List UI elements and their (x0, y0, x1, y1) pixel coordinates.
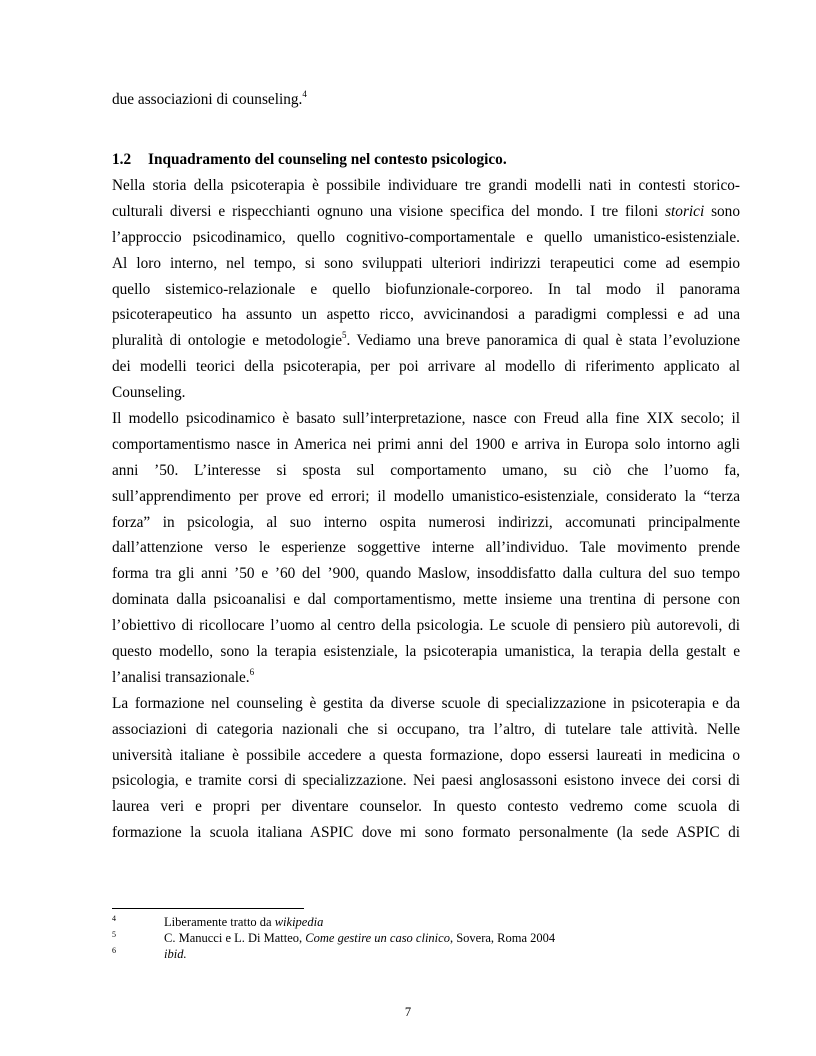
text-run: Liberamente tratto da (164, 915, 275, 929)
text-line (112, 820, 740, 846)
intro-text: due associazioni di counseling. (112, 91, 303, 108)
footnote-separator (112, 908, 304, 909)
text-line (112, 510, 740, 536)
text-run: psicologia, e tramite corsi di specializzazione. Nei paesi anglosassoni esistono invece dei corsi di (112, 772, 740, 790)
text-run: Al loro interno, nel tempo, si sono sviluppati ulteriori indirizzi terapeutici come ad esempio (112, 254, 740, 272)
text-run: forma tra gli anni ’50 e ’60 del ’900, quando Maslow, insoddisfatto dalla cultura del suo tempo (112, 565, 740, 583)
footnote-number: 4 (112, 914, 116, 923)
text-run: C. Manucci e L. Di Matteo, (164, 931, 306, 945)
italic-text: ibid. (164, 947, 187, 961)
text-line (112, 561, 740, 587)
text-line (112, 535, 740, 561)
text-line (112, 328, 740, 354)
page-number: 7 (404, 1005, 412, 1019)
text-run: comportamentismo nasce in America nei primi anni del 1900 e arriva in Europa solo intorno agli (112, 435, 740, 453)
italic-text: Come gestire un caso clinico (305, 931, 450, 945)
text-line (112, 587, 740, 613)
footnote-number: 5 (112, 930, 116, 939)
text-line (112, 406, 740, 432)
section-number: 1.2 (112, 151, 132, 168)
footnote (112, 946, 732, 962)
text-run: laurea veri e propri per diventare counselor. In questo contesto vedremo come scuola di (112, 798, 740, 816)
text-line (112, 251, 740, 277)
text-line (112, 173, 740, 199)
text-run: anni ’50. L’interesse si sposta sul comportamento umano, su ciò che l’uomo fa, (112, 461, 740, 479)
text-run: psicoterapeutico ha assunto un aspetto ricco, avvicinandosi a paradigmi complessi e ad una (112, 306, 740, 324)
text-run: associazioni di categoria nazionali che si occupano, tra l’altro, di tutelare tale attività. Nelle (112, 720, 740, 738)
footnote-number: 6 (112, 946, 116, 955)
section-title: Inquadramento del counseling nel contesto psicologico. (148, 151, 507, 168)
text-run: Il modello psicodinamico è basato sull’interpretazione, nasce con Freud alla fine XIX secolo; il (112, 410, 740, 428)
text-line (112, 277, 740, 303)
text-run: dall’attenzione verso le esperienze soggettive interne all’individuo. Tale movimento prende (112, 539, 740, 557)
footnote-ref: 5 (341, 330, 347, 341)
body-text (112, 173, 740, 846)
text-run: università italiane è possibile accedere a questa formazione, dopo essersi laureati in medicina o (112, 746, 740, 764)
text-line (112, 717, 740, 743)
text-run: questo modello, sono la terapia esistenziale, la psicoterapia umanistica, la terapia della gestalt e (112, 643, 740, 661)
text-line (112, 613, 740, 639)
text-line (112, 302, 740, 328)
text-line (112, 458, 740, 484)
text-run: l’obiettivo di ricollocare l’uomo al centro della psicologia. Le scuole di pensiero più autorevoli, di (112, 617, 740, 635)
footnote (112, 914, 732, 930)
text-run: formazione la scuola italiana ASPIC dove mi sono formato personalmente (la sede ASPIC di (112, 824, 740, 842)
footnote-ref: 6 (249, 666, 255, 677)
text-line (112, 794, 740, 820)
footnote-text (164, 930, 555, 946)
footnote (112, 930, 732, 946)
text-run: sono (704, 202, 740, 220)
text-run: dominata dalla psicoanalisi e dal comportamentismo, mette insieme una trentina di persone con (112, 591, 740, 609)
text-run: , Sovera, Roma 2004 (449, 931, 556, 945)
text-line (112, 768, 740, 794)
italic-text: storici (665, 202, 705, 220)
text-run: forza” in psicologia, al suo interno ospita numerosi indirizzi, accomunati principalmente (112, 513, 740, 531)
footnotes (112, 914, 732, 962)
section-heading (112, 149, 507, 171)
text-line (112, 225, 740, 251)
text-line (112, 354, 740, 380)
text-run: dei modelli teorici della psicoterapia, per poi arrivare al modello di riferimento applicato al (112, 358, 740, 376)
text-line (112, 380, 740, 406)
text-line (112, 199, 740, 225)
text-run: La formazione nel counseling è gestita da diverse scuole di specializzazione in psicoterapia e da (112, 694, 740, 712)
text-line (112, 639, 740, 665)
text-run: quello sistemico-relazionale e quello biofunzionale-corporeo. In tal modo il panorama (112, 280, 740, 298)
text-line (112, 484, 740, 510)
text-line (112, 432, 740, 458)
text-run: Counseling. (112, 384, 186, 402)
text-run: l’analisi transazionale. (112, 668, 250, 686)
footnote-text (164, 946, 187, 962)
text-line (112, 691, 740, 717)
text-run: . Vediamo una breve panoramica di qual è stata l’evoluzione (346, 332, 740, 350)
italic-text: wikipedia (274, 915, 324, 929)
intro-line (112, 89, 307, 111)
text-line (112, 665, 740, 691)
footnote-text (164, 914, 323, 930)
text-run: pluralità di ontologie e metodologie (112, 332, 342, 350)
text-run: sull’apprendimento per prove ed errori; il modello umanistico-esistenziale, considerato la “terza (112, 487, 740, 505)
text-run: Nella storia della psicoterapia è possibile individuare tre grandi modelli nati in contesti storico- (112, 177, 740, 194)
footnote-ref: 4 (302, 88, 307, 99)
text-run: l’approccio psicodinamico, quello cognitivo-comportamentale e quello umanistico-esistenziale. (112, 228, 740, 246)
text-run: culturali diversi e rispecchianti ognuno una visione specifica del mondo. I tre filoni (112, 202, 666, 220)
text-line (112, 743, 740, 769)
